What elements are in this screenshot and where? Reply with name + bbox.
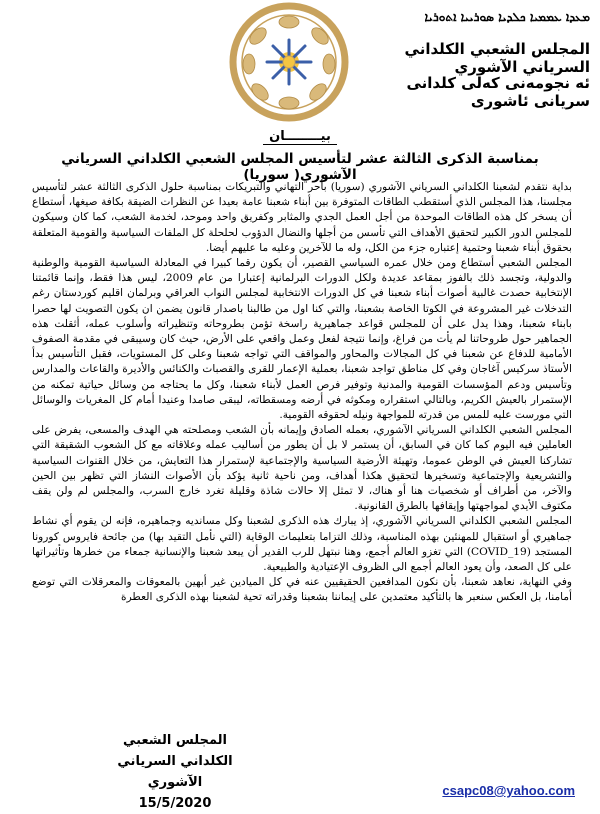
signature-line-2: الكلداني السرياني الآشوري <box>117 754 233 790</box>
paragraph: المجلس الشعبي الكلداني السرياني الآشوري، بعمله الصادق وإيمانه بأن الشعب ومصلحته هي الهدف والمسعى، يفرض على العاملين فيه اليوم كما كان في السابق، أن يستمر لا بل أن يطور من أساليب عمله وعلاقاته مع كل الشعوب الشقيقة التي تشاركنا العيش في الوطن عموما، وتهيئة الأرضية السياسية والإجتماعية لإستمرار هذا التعايش، من خلال القنوات السياسية والتشريعية والإجتماعية وتسخيرها لتحقيق هكذا أهداف، ومن ناحية ثانية يؤكد بأن الأصوات النشاز التي تظهر بين الحين والآخر، من أطراف أو شخصيات هنا أو هناك، لا تمثل إلا حالات شاذة وقليلة تغرد خارج السرب، والمجلس لم ولن يقف مكتوف الأيدي لمواجهتها وإيقافها بالطرق القانونية. <box>32 424 572 513</box>
document-title: بيــــــــان <box>0 129 600 144</box>
signature-block <box>90 730 260 814</box>
contact-email-link[interactable]: csapc08@yahoo.com <box>442 783 575 798</box>
paragraph: المجلس الشعبي الكلداني السرياني الآشوري، إذ يبارك هذه الذكرى لشعبنا وكل مسانديه وجماهيره، فإنه لن يقوم أي نشاط جماهيري أو استقبال للمهنئين بهذه المناسبة، وذلك التزاما بتعليمات الوقاية (التي نأمل التقيد بها) من جائحة فايروس كورونا المستجد (COVID_19) التي تغزو العالم أجمع، وهنا نبتهل للرب القدير أن يبعد شعبنا والإنسانية جمعاء من خطرها وتأثيراتها على كل الصعد، وأن يعود العالم أجمع الى الظروف الإعتيادية والطبيعية. <box>32 515 573 574</box>
header-syriac-name: ܡܥܕܐ ܥܡܡܝܐ ܟܠܕܝܐ ܣܘܪܝܝܐ ܐܬܘܪܝܐ <box>424 10 590 24</box>
document-body <box>32 180 572 606</box>
header-kurdish-name: ئه نجومه‌نی كه‌لی كلدانی سریانی ئاشوری <box>406 74 590 110</box>
signature-line-1: المجلس الشعبي <box>123 733 227 748</box>
header-arabic-name: المجلس الشعبي الكلداني السرياني الآشوري <box>404 40 590 76</box>
paragraph: وفي النهاية، نعاهد شعبنا، بأن نكون المدافعين الحقيقيين عنه في كل الميادين غير أبهين بالمعوقات والمعرقلات التي توضع أمامنا، بل العكس سنعبر ها بالتأكيد معتمدين على إيماننا بشعبنا وقدراته تحية لشعبنا بهذه الذكرى العطرة <box>32 576 572 604</box>
organization-logo <box>228 2 350 122</box>
paragraph: المجلس الشعبي أستطاع ومن خلال عمره السياسي القصير، أن يكون رقما كبيرا في المعادلة السياسية القومية والوطنية والدولية، وتجسد ذلك بالفوز بمقاعد عديدة ولكل الدورات البرلمانية إعتبارا من عام 2009، ليس هذا فقط، وإنما قائمتنا الإنتخابية حصدت غالبية أصوات أبناء شعبنا في كل الدورات الانتخابية لمجلس النواب العراقي وبرلمان اقليم كوردستان رغم التدخلات غير المشروعة في الكوتا الخاصة بشعبنا، والتي كنا اول من طالبنا باصدار قانون يضمن ان يكون التصويت لها حصرا بابناء شعبنا، وهذا يدل على أن للمجلس قواعد جماهيرية راسخة تؤمن بطروحاته وتنظيراته وأسلوب عمله، أثقلت هذه الجماهير حول طروحاتنا لم يأت من فراغ، وإنما نتيجة لفعل وعمل واقعي على الأرض، حيث كان وسيبقى في مقدمة الصفوف الأمامية للدفاع عن شعبنا في كل المجالات والمحاور والمواقف التي تواجه شعبنا وعلى كل المستويات، فقبل التأسيس بدأ الأستاذ سركيس آغاجان وفي كل مناطق تواجد شعبنا، بعملية الإعمار للقرى والقصبات والكنائس والأديرة والقاعات والمدارس وتأسيس ودعم المؤسسات القومية والمدنية وتوفير فرص العمل لأبناء شعبنا، وكل ما يحتاجه من وسائل حياتية تمكنه من الإستمرار بالعيش الكريم، وبالتالي استقراره ومكوثه في أرضه ومسقطاته، ليبقى صامدا وعنيدا أمام كل المغريات والوسائل التي مورست عليه للمس من قدرته للمواجهة ونيله لحقوقه القومية. <box>32 257 572 422</box>
document-subtitle: بمناسبة الذكرى الثالثة عشر لتأسيس المجلس الشعبي الكلداني السرياني الآشوري( سوريا) <box>61 151 539 183</box>
paragraph: بداية نتقدم لشعبنا الكلداني السرياني الآشوري (سوريا) بأحر التهاني والتبريكات بمناسبة حلول الذكرى الثالثة عشر لتأسيس مجلسنا، هذا المجلس الذي أستقطب الطاقات المتوفرة بين أبناء شعبنا عامة بعيدا عن النظرات الضيقة بكافة صيغها، أستطاع أن يسخر كل هذه الطاقات الموحدة من أجل العمل الجدي والمثابر وكفريق واحد وموحد، لخدمة الشعب، كما كان وسيكون للمجلس الدور الكبير لتحقيق الأهداف التي تأسس من أجلها والنضال الدؤوب لحلحلة كل الملفات السياسية والقومية المتعلقة بحقوق أبناء شعبنا وحتمية إعتباره جزء من الكل، وله ما للآخرين وعليه ما عليهم أيضا. <box>32 181 572 254</box>
signature-date: 15/5/2020 <box>138 796 212 811</box>
